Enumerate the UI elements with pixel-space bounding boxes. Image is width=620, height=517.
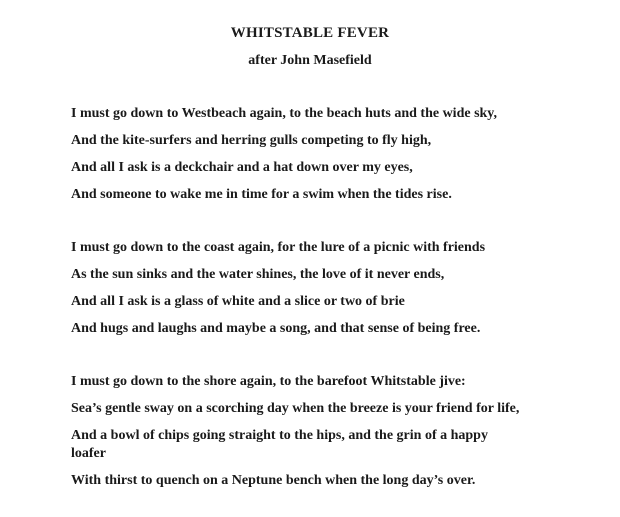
poem-line: And the kite-surfers and herring gulls competing to fly high,: [71, 133, 432, 148]
poem-line: And someone to wake me in time for a swim when the tides rise.: [71, 187, 452, 202]
poem-subtitle: after John Masefield: [248, 53, 372, 68]
poem-line: With thirst to quench on a Neptune bench when the long day’s over.: [71, 473, 476, 488]
poem-line: I must go down to the shore again, to the barefoot Whitstable jive:: [71, 374, 466, 389]
poem-line: And all I ask is a deckchair and a hat down over my eyes,: [71, 160, 413, 175]
stanza-2: [71, 234, 591, 342]
stanza-1: [71, 100, 591, 208]
poem-line: And a bowl of chips going straight to the hips, and the grin of a happy loafer: [71, 428, 488, 461]
poem-line: I must go down to Westbeach again, to the beach huts and the wide sky,: [71, 106, 498, 121]
poem-line: And all I ask is a glass of white and a slice or two of brie: [71, 294, 405, 309]
poem-line: And hugs and laughs and maybe a song, and that sense of being free.: [71, 321, 481, 336]
poem-line: As the sun sinks and the water shines, the love of it never ends,: [71, 267, 445, 282]
poem-line: I must go down to the coast again, for the lure of a picnic with friends: [71, 240, 486, 255]
poem-title: WHITSTABLE FEVER: [230, 25, 390, 41]
stanza-3: [71, 368, 591, 494]
poem-line: Sea’s gentle sway on a scorching day when the breeze is your friend for life,: [71, 401, 520, 416]
